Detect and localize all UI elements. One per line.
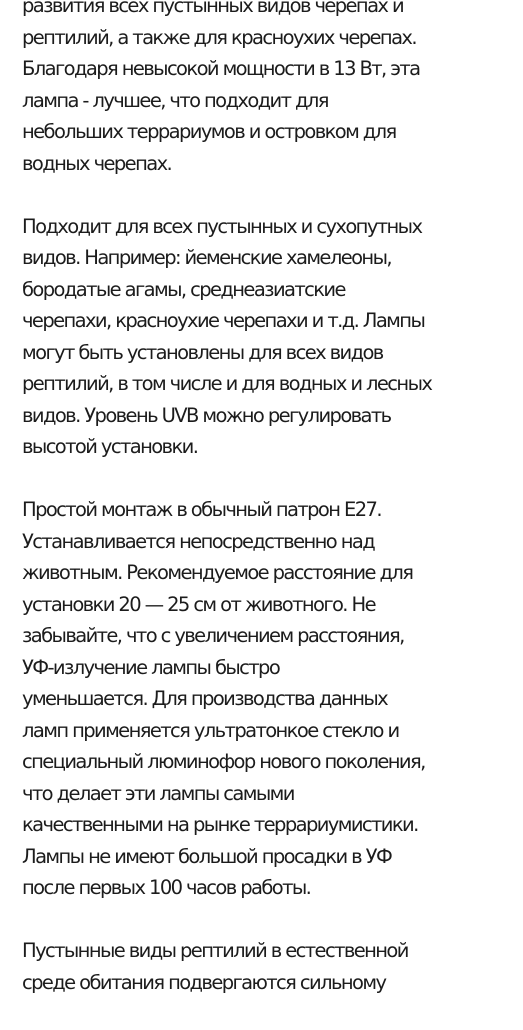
paragraph-installation (22, 494, 522, 904)
text-line: Пустынные виды рептилий в естественной (22, 939, 408, 962)
text-line: УФ-излучение лампы быстро (22, 655, 280, 679)
text-line: Простой монтаж в обычный патрон Е27. (22, 498, 381, 521)
text-line: видов. Уровень UVB можно регулировать (22, 403, 391, 427)
text-line: Устанавливается непосредственно над (22, 529, 375, 553)
text-line: рептилий, в том числе и для водных и лесных (22, 372, 432, 395)
text-line: видов. Например: йеменские хамелеоны, (22, 246, 391, 269)
text-line: Лампы не имеют большой просадки в УФ (22, 844, 392, 868)
article-body (22, 0, 522, 1030)
text-line: могут быть установлены для всех видов (22, 340, 383, 364)
paragraph-desert-species (22, 935, 522, 998)
text-line: что делает эти лампы самыми (22, 781, 294, 805)
text-line: черепахи, красноухие черепахи и т.д. Лампы (22, 309, 425, 332)
text-line: лампа - лучшее, что подходит для (22, 88, 328, 112)
text-line: забывайте, что с увеличением расстояния, (22, 624, 404, 647)
text-line: бородатые агамы, среднеазиатские (22, 277, 345, 301)
text-line: ламп применяется ультратонкое стекло и (22, 718, 399, 742)
text-line: уменьшается. Для производства данных (22, 687, 388, 710)
text-line: среде обитания подвергаются сильному (22, 970, 386, 994)
text-line: небольших террариумов и островком для (22, 120, 396, 143)
text-line: рептилий, а также для красноухих черепах. (22, 25, 416, 49)
text-line: после первых 100 часов работы. (22, 876, 311, 899)
paragraph-lamp-purpose (22, 0, 522, 179)
text-line: Подходит для всех пустынных и сухопутных (22, 214, 422, 238)
text-line: животным. Рекомендуемое расстояние для (22, 561, 413, 584)
text-line: высотой установки. (22, 435, 198, 458)
text-line: качественными на рынке террариумистики. (22, 813, 418, 836)
paragraph-suitable-species (22, 211, 522, 463)
text-line: Благодаря невысокой мощности в 13 Вт, эта (22, 57, 420, 80)
text-line: водных черепах. (22, 151, 172, 175)
text-line: развития всех пустынных видов черепах и (22, 0, 404, 17)
text-line: установки 20 — 25 см от животного. Не (22, 592, 375, 616)
text-line: специальный люминофор нового поколения, (22, 750, 425, 773)
